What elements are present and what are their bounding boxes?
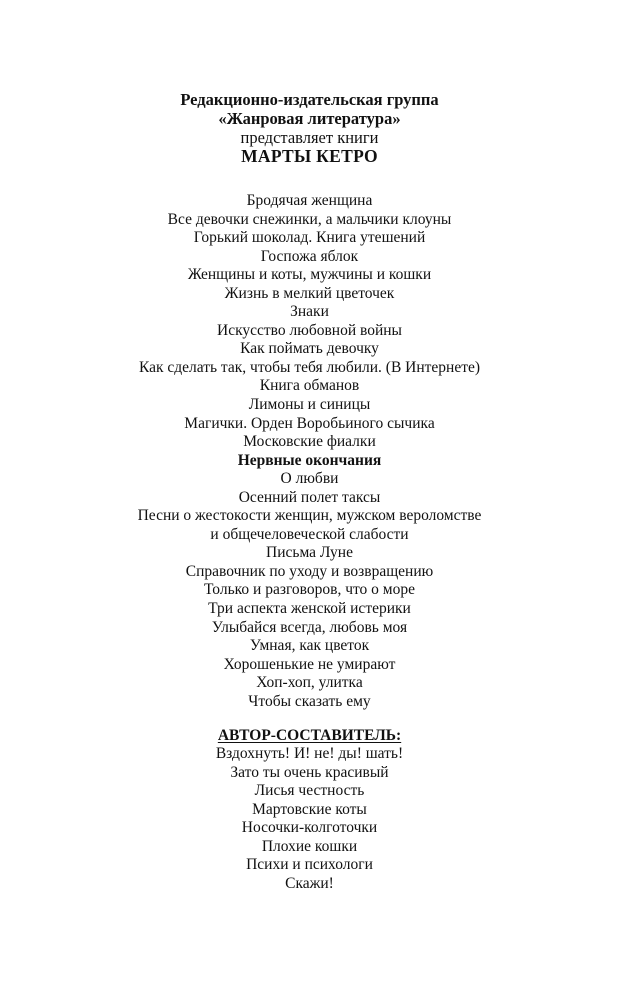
book-title: Магички. Орден Воробьиного сычика: [184, 414, 435, 432]
book-title: О любви: [280, 470, 339, 488]
book-title: Искусство любовной войны: [217, 321, 402, 339]
book-title: Три аспекта женской истерики: [208, 600, 411, 618]
book-title: Как сделать так, чтобы тебя любили. (В Интернете): [138, 358, 481, 376]
book-title: Лимоны и синицы: [248, 396, 371, 414]
book-title: Московские фиалки: [243, 433, 376, 451]
compiled-book-title: Вздохнуть! И! не! ды! шать!: [215, 745, 404, 762]
book-title: Справочник по уходу и возвращению: [185, 562, 434, 580]
book-title: Улыбайся всегда, любовь моя: [211, 618, 408, 636]
compiled-book-title: Носочки-колготочки: [241, 819, 378, 836]
book-title: Как поймать девочку: [240, 340, 379, 358]
compiled-book-title: Скажи!: [285, 874, 334, 892]
book-title: Только и разговоров, что о море: [204, 581, 415, 599]
book-title: Осенний полет таксы: [238, 488, 381, 506]
compiler-heading-text: АВТОР-СОСТАВИТЕЛЬ:: [217, 727, 402, 744]
book-title: Песни о жестокости женщин, мужском вероломстве: [137, 507, 482, 525]
publisher-name: Редакционно-издательская группа: [180, 90, 439, 109]
book-title: Хорошенькие не умирают: [223, 655, 396, 673]
publisher-imprint: «Жанровая литература»: [218, 109, 401, 128]
compiled-book-title: Плохие кошки: [261, 837, 358, 855]
page-header: [0, 90, 619, 166]
book-title: Бродячая женщина: [246, 192, 373, 209]
book-title: Письма Луне: [266, 544, 353, 562]
compiled-book-list: [0, 745, 619, 893]
compiler-heading: [0, 727, 619, 746]
compiled-book-title: Психи и психологи: [246, 856, 373, 873]
book-title: и общечеловеческой слабости: [210, 525, 409, 543]
book-list: [0, 192, 619, 711]
book-title: Знаки: [290, 303, 329, 321]
compiled-book-title: Зато ты очень красивый: [230, 763, 389, 781]
compiled-book-title: Мартовские коты: [252, 800, 367, 818]
book-title: Жизнь в мелкий цветочек: [224, 284, 395, 302]
compiled-book-title: Лисья честность: [254, 782, 365, 799]
book-title: Госпожа яблок: [260, 247, 359, 265]
book-title: Книга обманов: [259, 377, 360, 395]
book-title: Женщины и коты, мужчины и кошки: [187, 266, 432, 284]
book-title: Все девочки снежинки, а мальчики клоуны: [167, 210, 452, 228]
book-title: Умная, как цветок: [249, 637, 370, 655]
book-title: Чтобы сказать ему: [248, 692, 371, 710]
presents-text: представляет книги: [240, 128, 379, 147]
book-title: Горький шоколад. Книга утешений: [193, 229, 426, 247]
book-title: Хоп-хоп, улитка: [256, 674, 363, 692]
author-name: МАРТЫ КЕТРО: [241, 146, 378, 166]
book-title: Нервные окончания: [237, 451, 382, 469]
